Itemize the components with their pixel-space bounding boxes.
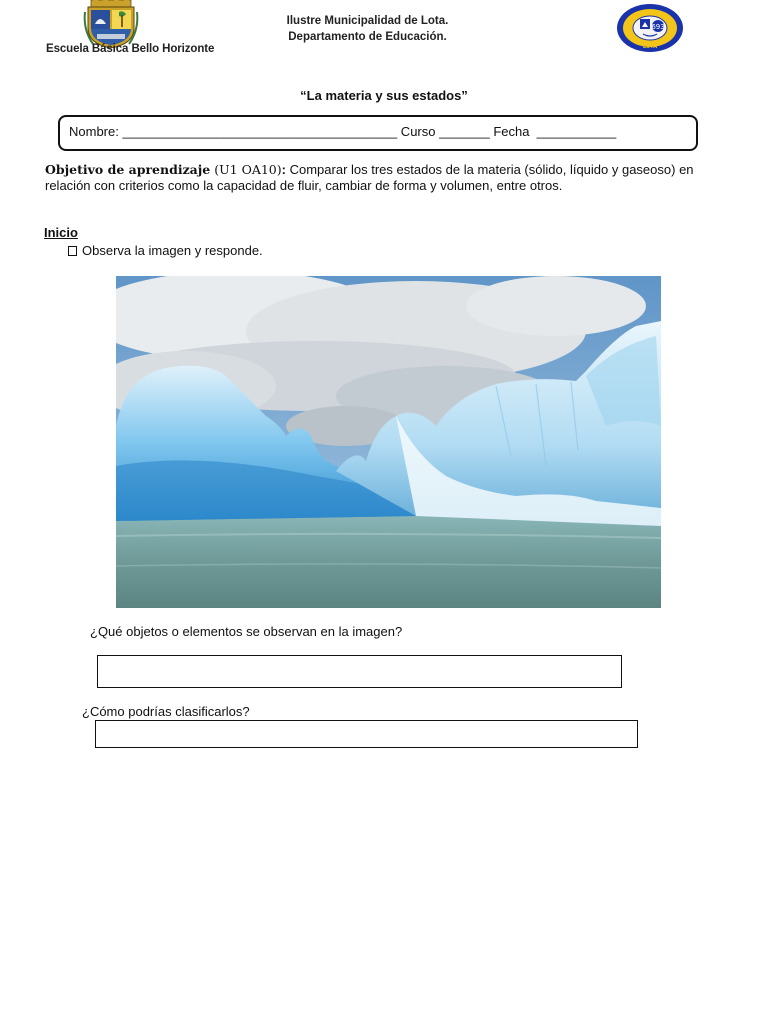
question-1: ¿Qué objetos o elementos se observan en la imagen? [90,624,403,639]
question-2: ¿Cómo podrías clasificarlos? [82,704,250,719]
seal-number: 693 [651,23,665,31]
municipality-line: Ilustre Municipalidad de Lota. [286,15,449,27]
school-name: Escuela Básica Bello Horizonte [46,43,215,55]
objective-code: (U1 OA10) [210,162,282,177]
seal-bottom-text: LOTA [642,44,658,50]
checkbox-bullet-icon [68,246,77,256]
department-line: Departamento de Educación. [288,31,447,43]
answer-box-1[interactable] [97,655,622,688]
objective-label: Objetivo de aprendizaje [45,162,211,177]
iceberg-photo [116,276,661,608]
objective-text: Comparar los tres estados de la materia (sólido, líquido y gaseoso) en relación con criterios como la capacidad de fluir, cambiar de forma y volumen, entre otros. [45,162,694,193]
municipal-coat-of-arms [83,0,139,48]
student-info-box[interactable]: Nombre: ______________________________________ Curso _______ Fecha ___________ [58,115,698,151]
objective-colon: : [281,162,286,177]
worksheet-title: “La materia y sus estados” [300,88,468,103]
learning-objective [45,162,715,193]
school-seal-logo [616,3,684,53]
instruction-text: Observa la imagen y responde. [82,243,263,258]
answer-box-2[interactable] [95,720,638,748]
municipality-header [250,13,485,45]
instruction-line [68,243,263,258]
section-heading-inicio: Inicio [44,225,78,240]
